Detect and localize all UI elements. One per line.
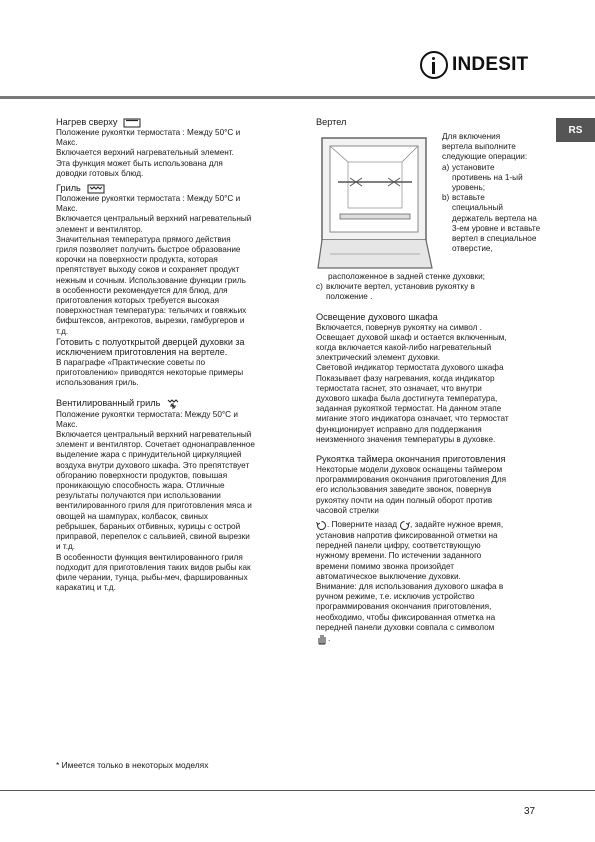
spit-block [316, 132, 552, 272]
manual-mode-symbol-line: . [316, 633, 552, 645]
brand-logo [420, 50, 528, 80]
grill-heading [56, 183, 292, 194]
top-heat-title: Нагрев сверху [56, 117, 118, 127]
top-heat-icon [123, 118, 141, 128]
spit-step-b: b) вставьте специальный держатель вертела на 3-ем уровне и вставьте вертел в специальное отверстие, [442, 193, 541, 254]
timer-turn-back-line: . Поверните назад , задайте нужное время, [316, 520, 552, 531]
spit-step-b-continued: расположенное в задней стенке духовки; [328, 272, 485, 281]
fan-grill-icon [166, 398, 180, 410]
counterclockwise-arrow-icon [399, 520, 410, 531]
grill-door-note: Готовить с полуоткрытой дверцей духовки за исключением приготовления на вертеле. [56, 336, 245, 358]
left-column [56, 117, 292, 593]
timer-intro: Некоторые модели духовок оснащены таймером программирования окончания приготовления Для его использования заведите звонок, повернув рукоятку почти на один полный оборот против часовой стрелки [316, 465, 507, 515]
top-heat-text: Положение рукоятки термостата : Между 50°C и Макс. Включается верхний нагревательный элемент. Эта функция может быть использована для доводки готовых блюд. [56, 128, 241, 178]
fan-grill-title: Вентилированный гриль [56, 398, 161, 409]
fan-grill-heading [56, 398, 292, 410]
grill-icon [87, 184, 105, 194]
right-column [316, 117, 552, 645]
timer-warning-text: Внимание: для использования духового шкафа в ручном режиме, т.е. исключив устройство программирования окончания приготовления, необходимо, чтобы фиксированная отметка на передней панели духовки совпала с символом [316, 582, 504, 632]
timer-title: Рукоятка таймера окончания приготовления [316, 454, 506, 465]
timer-set-text: установив напротив фиксированной отметки на передней панели цифру, соответствующую нужному времени. По истечении заданного времени помимо звонка произойдет автоматическое выключение духовки. [316, 531, 498, 581]
footer-divider [0, 790, 595, 791]
grill-text: Положение рукоятки термостата : Между 50°C и Макс. Включается центральный верхний нагревательный элемент и вентилятор. Значительная температура прямого действия гриля позволяет получить быстрое образование корочки на поверхности продукта, которая препятствует выходу соков и сохраняет продукт нежным и сочным. Использование функции гриль в особенности рекомендуется для блюд, для приготовления которых требуется высокая поверхностная температура: тельячих и говяжьих бифштексов, антрекотов, вырезки, гамбургеров и т.д. [56, 194, 252, 336]
page-number: 37 [524, 806, 536, 817]
language-tab: RS [556, 118, 595, 142]
grill-title: Гриль [56, 183, 81, 194]
grill-tips-note: В параграфе «Практические советы по приготовлению» приводятся некоторые примеры использования гриль. [56, 358, 244, 388]
spit-instructions [442, 132, 552, 272]
brand-name: INDESIT [452, 54, 529, 75]
oven-spit-illustration [316, 132, 434, 272]
spit-step-a: a) установите противень на 1-ый уровень; [442, 162, 523, 193]
spit-intro: Для включения вертела выполните следующие операции: [442, 132, 528, 162]
oven-light-title: Освещение духового шкафа [316, 311, 438, 322]
footnote: * Имеется только в некоторых моделях [56, 760, 209, 770]
oven-light-text: Включается, повернув рукоятку на символ . Освещает духовой шкаф и остается включенным, когда включается какой-либо нагревательный электрический элемент духовки. Световой индикатор термостата духового шкафа Показывает фазу нагревания, когда индикатор термостата гаснет, это означает, что внутри духового шкафа была достигнута температура, заданная рукояткой термостат. На данном этапе мигание этого индикатора означает, что термостат функционирует исправно для поддержания неизменного значения температуры в духовке. [316, 322, 509, 444]
indesit-logo-icon [420, 51, 448, 79]
hand-icon [316, 633, 328, 645]
spit-title: Вертел [316, 117, 347, 127]
clockwise-arrow-icon [316, 520, 327, 531]
spit-step-c: c) включите вертел, установив рукоятку в положение . [316, 282, 475, 302]
header-divider [0, 96, 595, 99]
top-heat-heading [56, 117, 292, 128]
fan-grill-text: Положение рукоятки термостата: Между 50°C и Макс. Включается центральный верхний нагревательный элемент и вентилятор. Сочетает однонаправленное выделение жара с принудительной циркуляцией воздуха внутри духового шкафа. Это препятствует обгоранию поверхности продуктов, повышая проникающую способность жара. Отличные результаты получаются при использовании вентилированного гриля для приготовления мяса и овощей на шампурах, колбасок, свиных ребрышек, бараньих отбивных, курицы с острой приправой, перепелок с сальвией, свиной вырезки и т.д. В особенности функция вентилированного гриля подходит для приготовления таких видов рыбы как филе черании, тунца, рыбы-меч, фаршированных каракатиц и т.д. [56, 409, 255, 593]
